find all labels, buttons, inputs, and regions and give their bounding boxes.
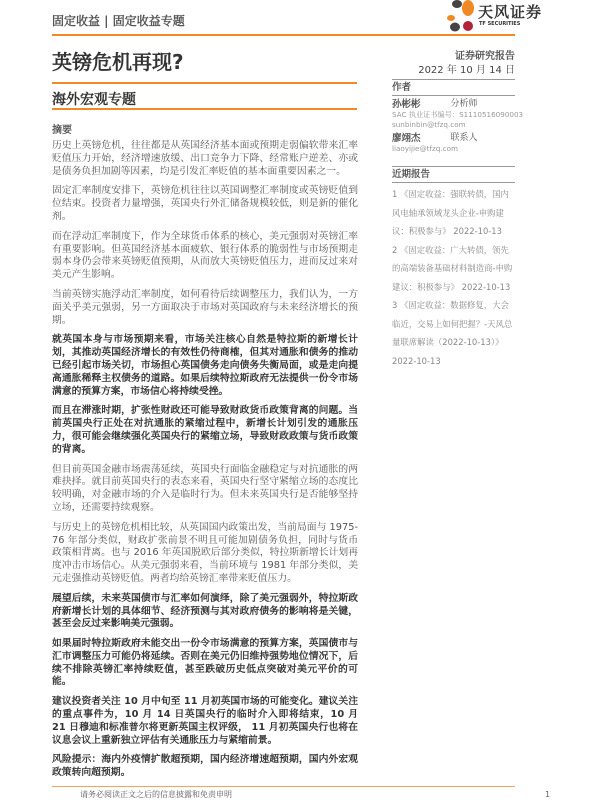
header-divider	[52, 34, 515, 36]
divider	[392, 95, 515, 96]
title-divider	[52, 82, 357, 84]
summary-body	[52, 140, 358, 787]
divider	[392, 182, 515, 183]
page-title: 英镑危机再现?	[52, 50, 184, 74]
recent-reports-heading: 近期报告	[392, 169, 431, 180]
recent-reports-list	[392, 185, 515, 370]
report-type: 证券研究报告	[455, 51, 515, 62]
summary-paragraph: 历史上英镑危机，往往都是从英国经济基本面或预期走弱偏软带来汇率贬值压力开始，经济增速放缓、出口竞争力下降、经常账户逆差、亦或是债务负担加剧等因素，均是引发汇率贬值的基本面重要因素之一。	[52, 140, 358, 177]
recent-report-item[interactable]: 2 《固定收益：广大转债，领先的高端装备基础材料制造商-申购建议：积极参与》 2022-10-13	[392, 244, 513, 292]
report-date: 2022 年 10 月 14 日	[418, 65, 515, 76]
summary-paragraph: 就英国本身与市场预期来看，市场关注核心自然是特拉斯的新增长计划，其推动英国经济增长的有效性仍待商榷，但其对通胀和债务的推动已经引起市场关切，市场担心英国债务走向债务失衡局面，或是走向提高通胀稀释主权债务的道路。如果后续特拉斯政府无法提供一份令市场满意的预算方案，市场信心将持续受挫。	[52, 334, 358, 397]
page-subtitle: 海外宏观专题	[52, 92, 136, 108]
author-name: 孙彬彬	[392, 99, 421, 110]
summary-paragraph: 而且在滞涨时期，扩张性财政还可能导致财政货币政策背离的问题。当前英国央行正处在对抗通胀的紧缩过程中，新增长计划引发的通胀压力，很可能会继续强化英国央行的紧缩立场，导致财政政策与货币政策的背离。	[52, 405, 358, 455]
footer-disclaimer: 请务必阅读正文之后的信息披露和免责申明	[80, 790, 232, 799]
author-email[interactable]: sunbinbin@tfzq.com	[392, 120, 466, 129]
recent-report-item[interactable]: 1 《固定收益：强联转债，国内风电轴承领域龙头企业-申购建议：积极参与》 2022-10-13	[392, 189, 509, 236]
summary-paragraph: 固定汇率制度安排下，英镑危机往往以英国调整汇率制度或英镑贬值到位结束。投资者力量增强，英国央行外汇储备规模较低，则是新的催化剂。	[52, 185, 358, 222]
breadcrumb: 固定收益 | 固定收益专题	[52, 14, 185, 28]
logo-subtitle: TF SECURITIES	[479, 21, 521, 27]
author-sac: SAC 执业证书编号：S1110516090003	[392, 110, 524, 119]
tf-securities-logo-icon	[443, 0, 475, 32]
summary-paragraph: 建议投资者关注 10 月中旬至 11 月初英国市场的可能变化。建议关注的重点事件为，10 月 14 日英国央行的临时介入即将结束，10 月 21 日穆迪和标准普尔将更新英国主权评级， 11 月初英国央行也将在议息会议上重新独立评估有关通胀压力与紧缩前景。	[52, 696, 358, 746]
subtitle-divider	[52, 108, 357, 110]
author-role: 联系人	[450, 133, 478, 143]
authors-heading: 作者	[392, 82, 412, 93]
summary-paragraph: 展望后续，未来英国债市与汇率如何演绎，除了美元强弱外，特拉斯政府新增长计划的具体细节、经济预测与其对政府债务的影响将是关键，甚至会反过来影响美元强弱。	[52, 592, 358, 630]
recent-report-item[interactable]: 3 《固定收益：数据修复，大会临近，交易上如何把握？-天风总量联席解读（2022-10-13）》 2022-10-13	[392, 300, 513, 366]
summary-paragraph: 而在浮动汇率制度下，作为全球货币体系的核心，美元强弱对英镑汇率有重要影响。但英国经济基本面疲软、银行体系的脆弱性与市场预期走弱本身仍会带来英镑贬值预期，从而放大英镑贬值压力，进而反过来对美元产生影响。	[52, 230, 358, 281]
summary-paragraph: 如果届时特拉斯政府未能交出一份令市场满意的预算方案，英国债市与汇市调整压力可能仍将延续。否则在美元仍旧维持强势地位情况下，后续不排除英镑汇率持续贬值，甚至跌破历史低点突破对美元平价的可能。	[52, 638, 358, 688]
author-2	[392, 133, 515, 154]
summary-paragraph: 风险提示：海内外疫情扩散超预期，国内经济增速超预期，国内外宏观政策转向超预期。	[52, 754, 358, 779]
author-role: 分析师	[450, 99, 478, 109]
author-1	[392, 99, 524, 130]
sidebar	[392, 50, 524, 370]
summary-paragraph: 当前英镑实施浮动汇率制度，如何看待后续调整压力，我们认为，一方面关乎美元强弱，另一方面取决于市场对英国政府与未来经济增长的预期。	[52, 288, 358, 326]
logo-name: 天风证券	[478, 3, 543, 21]
summary-paragraph: 与历史上的英镑危机相比较，从英国国内政策出发，当前局面与 1975-76 年部分类似，财政扩张前景不明且可能加剧债务负担，同时与货币政策相背离。也与 2016 年英国脱欧后部分类似，特拉斯新增长计划再度冲击市场信心。从美元强弱来看，当前环境与 1981 年部分类似，美元走强推动英镑贬值。两者均给英镑汇率带来贬值压力。	[52, 521, 358, 584]
author-name: 廖翊杰	[392, 133, 421, 144]
footer-divider	[52, 786, 515, 787]
page-number: 1	[545, 790, 551, 799]
spacer	[392, 154, 515, 166]
summary-heading: 摘要	[52, 125, 72, 136]
summary-paragraph: 但目前英国金融市场震荡延续，英国央行面临金融稳定与对抗通胀的两难抉择。就目前英国央行的表态来看，英国央行坚守紧缩立场的态度比较明确，对金融市场的介入是临时行为。但未来英国央行是否能够坚持立场，还需要持续观察。	[52, 463, 358, 513]
author-email[interactable]: liaoyijie@tfzq.com	[392, 144, 458, 153]
